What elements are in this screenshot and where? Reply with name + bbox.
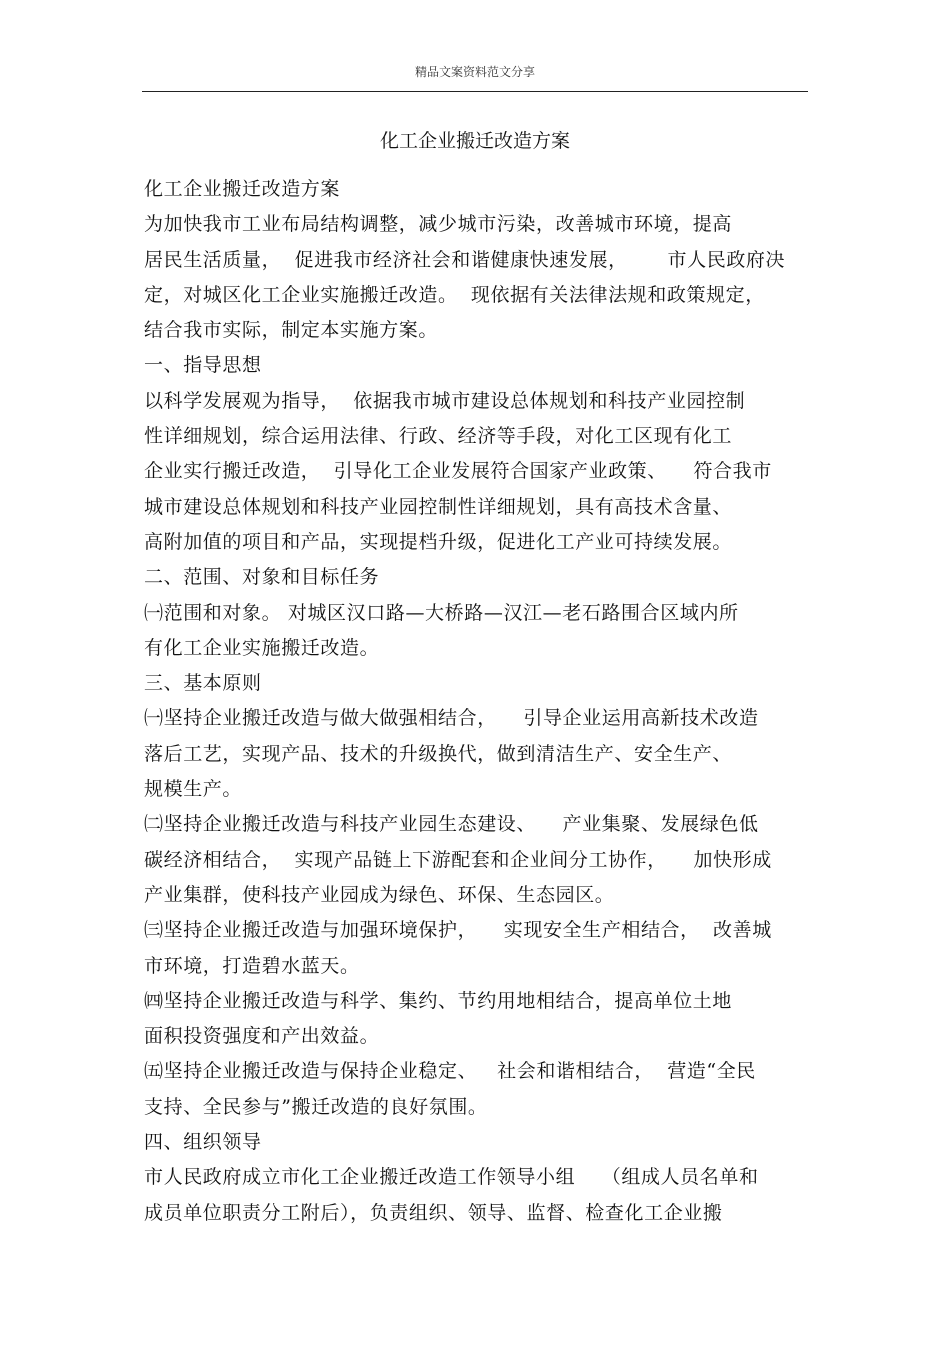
header-divider [142, 91, 808, 92]
body-line: 企业实行搬迁改造， 引导化工企业发展符合国家产业政策、 符合我市 [144, 460, 772, 483]
body-line: ㈡坚持企业搬迁改造与科技产业园生态建设、 产业集聚、发展绿色低 [144, 813, 759, 836]
body-line: 以科学发展观为指导， 依据我市城市建设总体规划和科技产业园控制 [144, 389, 746, 412]
body-line: 高附加值的项目和产品，实现提档升级，促进化工产业可持续发展。 [144, 530, 733, 553]
body-line: 市环境，打造碧水蓝天。 [144, 954, 360, 977]
body-line: 城市建设总体规划和科技产业园控制性详细规划，具有高技术含量、 [144, 495, 733, 518]
body-line: ㈠坚持企业搬迁改造与做大做强相结合， 引导企业运用高新技术改造 [144, 707, 759, 730]
body-line: ㈠范围和对象。 对城区汉口路—大桥路—汉江—老石路围合区域内所 [144, 601, 739, 624]
body-line: 产业集群，使科技产业园成为绿色、环保、生态园区。 [144, 883, 615, 906]
page-header: 精品文案资料范文分享 [414, 65, 535, 79]
body-line: 为加快我市工业布局结构调整，减少城市污染，改善城市环境，提高 [144, 213, 733, 236]
body-line: ㈣坚持企业搬迁改造与科学、集约、节约用地相结合，提高单位土地 [144, 989, 733, 1012]
body-line: 成员单位职责分工附后），负责组织、领导、监督、检查化工企业搬 [144, 1201, 723, 1224]
document-body [144, 172, 814, 1231]
body-line: 性详细规划，综合运用法律、行政、经济等手段，对化工区现有化工 [144, 425, 733, 448]
body-line: 定，对城区化工企业实施搬迁改造。 现依据有关法律法规和政策规定， [144, 283, 765, 306]
body-line: 有化工企业实施搬迁改造。 [144, 636, 380, 659]
section-heading: 一、指导思想 [144, 354, 262, 377]
body-line: 结合我市实际，制定本实施方案。 [144, 319, 439, 342]
body-line: 规模生产。 [144, 778, 243, 801]
section-heading: 四、组织领导 [144, 1131, 262, 1154]
body-line: 居民生活质量， 促进我市经济社会和谐健康快速发展， 市人民政府决 [144, 248, 786, 271]
document-title: 化工企业搬迁改造方案 [379, 130, 570, 152]
body-line: 碳经济相结合， 实现产品链上下游配套和企业间分工协作， 加快形成 [144, 848, 772, 871]
section-heading: 三、基本原则 [144, 672, 262, 695]
body-line: 支持、全民参与”搬迁改造的良好氛围。 [144, 1095, 488, 1118]
body-line: ㈤坚持企业搬迁改造与保持企业稳定、 社会和谐相结合， 营造“全民 [144, 1060, 756, 1083]
body-line: 面积投资强度和产出效益。 [144, 1025, 380, 1048]
body-line: 落后工艺，实现产品、技术的升级换代，做到清洁生产、安全生产、 [144, 742, 733, 765]
body-line: 化工企业搬迁改造方案 [144, 178, 341, 200]
body-line: ㈢坚持企业搬迁改造与加强环境保护， 实现安全生产相结合， 改善城 [144, 919, 772, 942]
body-line: 市人民政府成立市化工企业搬迁改造工作领导小组 （组成人员名单和 [144, 1166, 759, 1189]
section-heading: 二、范围、对象和目标任务 [144, 566, 380, 589]
